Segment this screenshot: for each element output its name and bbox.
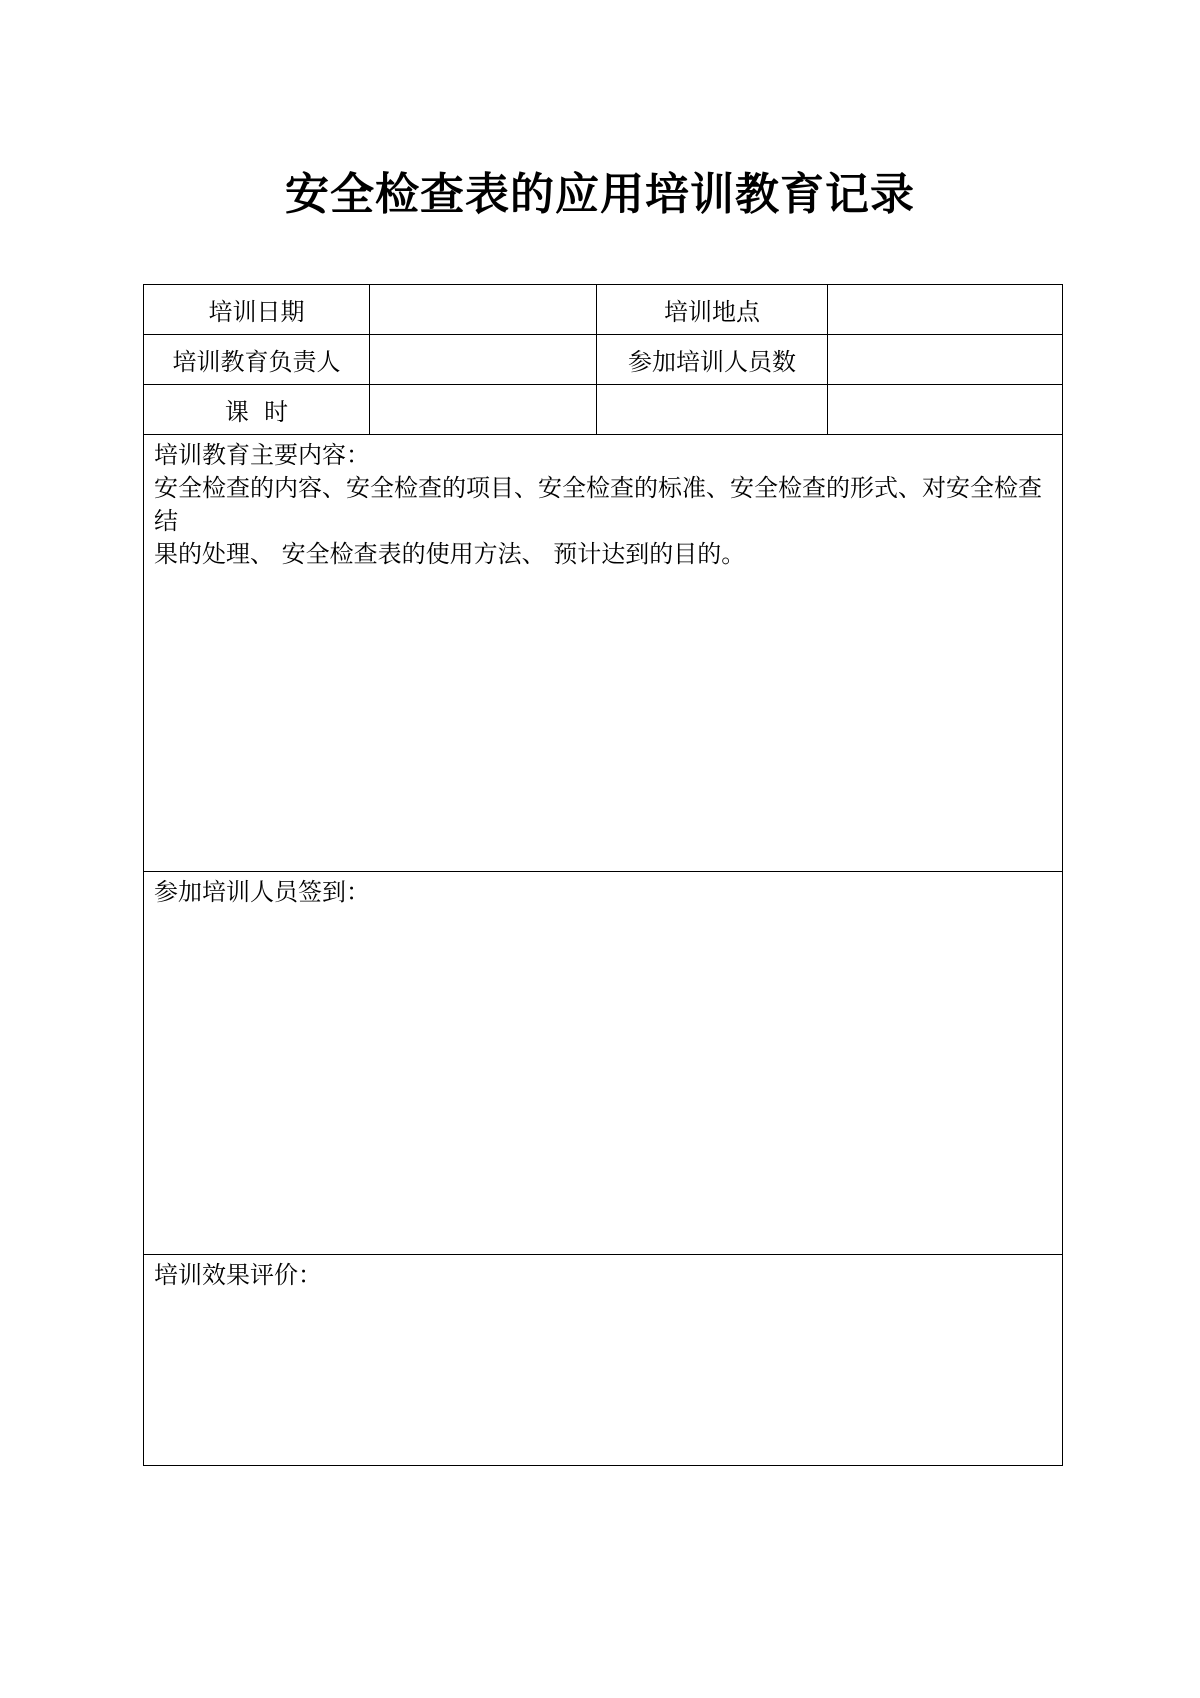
signin-heading: 参加培训人员签到： (154, 878, 370, 906)
document-title: 安全检查表的应用培训教育记录 (285, 169, 915, 220)
training-location-label: 培训地点 (597, 285, 828, 335)
table-row (144, 435, 1063, 872)
main-content-section[interactable] (144, 435, 1063, 872)
signin-section[interactable] (144, 872, 1063, 1255)
main-content-heading: 培训教育主要内容： (154, 441, 370, 469)
table-row (144, 285, 1063, 335)
main-content-line: 果的处理、 安全检查表的使用方法、 预计达到的目的。 (154, 540, 746, 568)
training-supervisor-label: 培训教育负责人 (144, 335, 370, 385)
training-supervisor-field[interactable] (370, 335, 597, 385)
table-row (144, 872, 1063, 1255)
main-content-line: 安全检查的内容、安全检查的项目、安全检查的标准、安全检查的形式、对安全检查结 (154, 474, 1042, 535)
table-row (144, 385, 1063, 435)
table-row (144, 1255, 1063, 1466)
participant-count-label: 参加培训人员数 (597, 335, 828, 385)
table-row (144, 335, 1063, 385)
participant-count-field[interactable] (828, 335, 1063, 385)
training-date-field[interactable] (370, 285, 597, 335)
evaluation-section[interactable] (144, 1255, 1063, 1466)
training-location-field[interactable] (828, 285, 1063, 335)
class-hours-field[interactable] (370, 385, 597, 435)
training-date-label: 培训日期 (144, 285, 370, 335)
evaluation-heading: 培训效果评价： (154, 1261, 322, 1289)
class-hours-label: 课 时 (144, 385, 370, 435)
blank-cell (597, 385, 828, 435)
training-record-table (143, 284, 1063, 1466)
blank-cell[interactable] (828, 385, 1063, 435)
